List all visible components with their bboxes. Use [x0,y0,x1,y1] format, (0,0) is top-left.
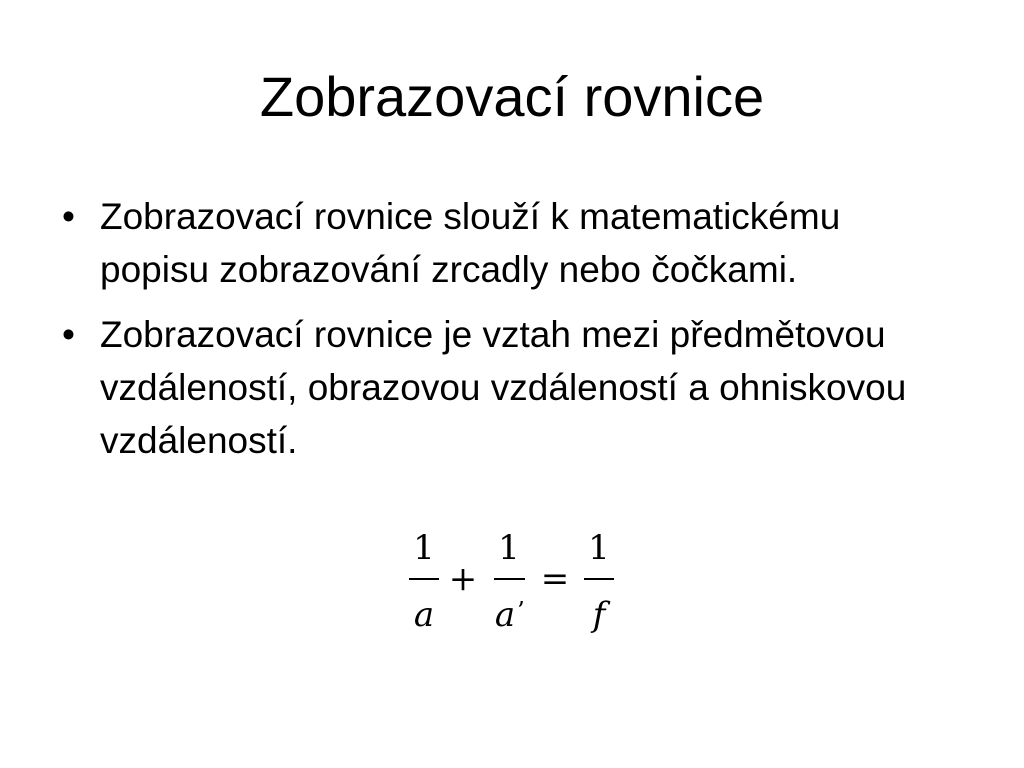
equals-sign: = [540,559,570,599]
bullet-item-1 [62,190,942,296]
bullet-list [62,190,942,479]
lens-equation-svg [405,528,635,638]
term1-numerator: 1 [413,528,435,568]
prime-mark: ’ [517,597,525,625]
term3-numerator: 1 [588,528,610,568]
bullet-dot-icon: • [62,314,75,355]
term2-numerator: 1 [498,528,520,568]
bullet-dot-icon: • [62,196,75,237]
bullet-item-2 [62,308,942,467]
plus-sign: + [448,559,478,599]
term1-denominator: a [413,595,435,635]
lens-equation [405,528,635,638]
slide-title: Zobrazovací rovnice [259,65,765,128]
bullet-text-1: Zobrazovací rovnice slouží k matematickému popisu zobrazování zrcadly nebo čočkami. [100,196,841,290]
bullet-text-2: Zobrazovací rovnice je vztah mezi předmětovou vzdáleností, obrazovou vzdáleností a ohniskovou vzdáleností. [100,314,907,461]
term2-denominator: a [494,595,516,635]
term3-denominator: f [592,595,606,635]
